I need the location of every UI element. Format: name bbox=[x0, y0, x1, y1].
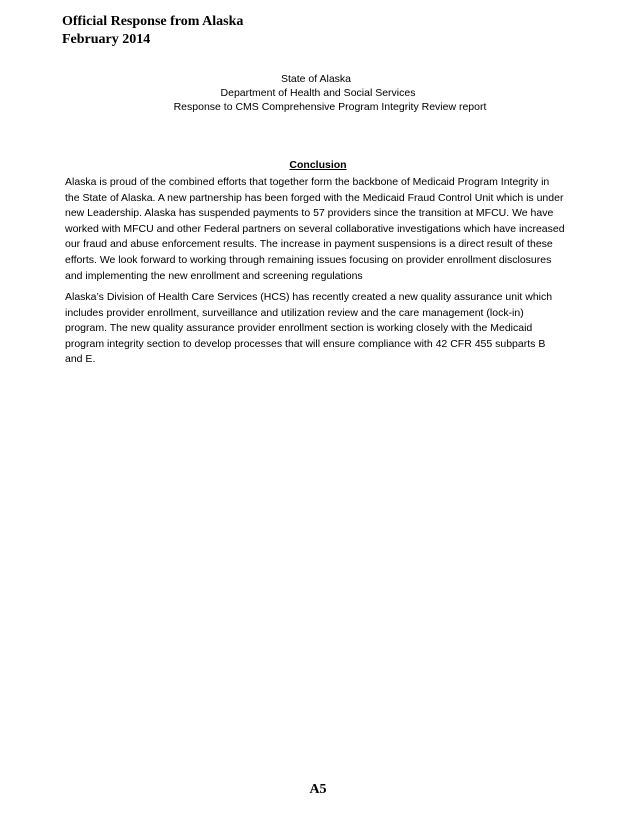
agency-line-report bbox=[0, 100, 638, 114]
paragraph-line: worked with MFCU and other Federal partners on several collaborative investigations which have increased bbox=[65, 222, 565, 235]
paragraph-1 bbox=[65, 175, 575, 284]
paragraph-line: program. The new quality assurance provider enrollment section is working closely with the Medicaid bbox=[65, 322, 533, 335]
header-date: February 2014 bbox=[62, 32, 151, 47]
agency-state-name: State of Alaska bbox=[280, 73, 352, 85]
agency-line-department bbox=[0, 86, 638, 100]
page-number: A5 bbox=[309, 782, 327, 797]
paragraph-line: the State of Alaska. A new partnership has been forged with the Medicaid Fraud Control Unit which is under bbox=[65, 191, 564, 204]
paragraph-line: includes provider enrollment, surveillance and utilization review and the care management (lock-in) bbox=[65, 306, 524, 319]
paragraph-line: our fraud and abuse enforcement results. The increase in payment suspensions is a direct result of these bbox=[65, 238, 553, 251]
paragraph-line: new Leadership. Alaska has suspended payments to 57 providers since the transition at MFCU. We have bbox=[65, 207, 554, 220]
paragraph-line: program integrity section to develop processes that will ensure compliance with 42 CFR 455 subparts B bbox=[65, 337, 546, 350]
section-heading-text: Conclusion bbox=[289, 159, 347, 171]
agency-department-name: Department of Health and Social Services bbox=[220, 87, 416, 99]
paragraph-line: Alaska is proud of the combined efforts that together form the backbone of Medicaid Program Integrity in bbox=[65, 176, 550, 188]
agency-line-state bbox=[0, 72, 638, 86]
paragraph-line: and implementing the new enrollment and screening regulations bbox=[65, 269, 363, 282]
paragraph-line: efforts. We look forward to working through remaining issues focusing on provider enrollment disclosures bbox=[65, 253, 552, 266]
header-title: Official Response from Alaska bbox=[62, 14, 244, 29]
document-header bbox=[62, 13, 243, 49]
agency-heading bbox=[0, 72, 638, 114]
report-title: Response to CMS Comprehensive Program Integrity Review report bbox=[173, 101, 487, 113]
paragraph-line: and E. bbox=[65, 353, 96, 366]
paragraph-line: Alaska’s Division of Health Care Services (HCS) has recently created a new quality assurance unit which bbox=[65, 291, 553, 303]
paragraph-2 bbox=[65, 290, 575, 368]
